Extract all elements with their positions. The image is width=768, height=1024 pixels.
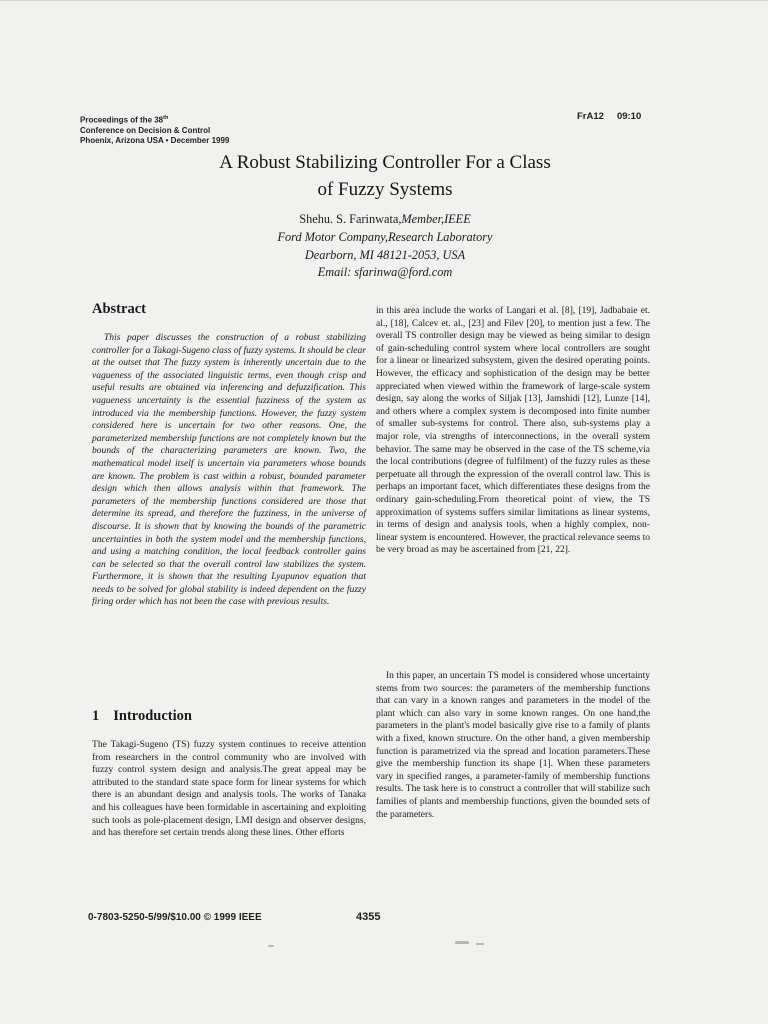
- title-line-2: of Fuzzy Systems: [317, 179, 453, 200]
- session-time: 09:10: [616, 111, 642, 122]
- abstract-body: [92, 332, 366, 609]
- title-line-1: A Robust Stabilizing Controller For a Class: [219, 152, 551, 173]
- abstract-text: This paper discusses the construction of a robust stabilizing controller for a Takagi-Sugeno class of fuzzy systems. It should be clear at the outset that The fuzzy system is inherently uncertain due to the vagueness of the associated linguistic terms, even though crisp and useful results are obtained via inferencing and defuzzification. This vagueness uncertainty is the essential fuzziness of the system as introduced via the membership functions. However, the fuzzy system considered here is uncertain for two other reasons. One, the parameterized membership functions are not completely known but the bounds of the characterizing parameters are known. Two, the mathematical model itself is uncertain via parameters whose bounds are known. The problem is cast within a robust, bounded parameter design which then allows analysis within that framework. The parameters of the membership functions considered are those that determine its spread, and therefore the fuzziness, in the universe of discourse. It is shown that by knowing the bounds of the parametric uncertainties in both the system model and the membership functions, and using a matching condition, the local feedback controller gains can be selected so that the overall control law stabilizes the system. Furthermore, it is shown that the resulting Lyapunov equation that needs to be solved for global stability is indeed dependent on the fuzzy firing order which has not been the case with previous results.: [92, 332, 367, 608]
- session-info: [577, 111, 641, 122]
- scan-speck: [455, 941, 469, 944]
- right-column-paragraph-1: [376, 305, 650, 557]
- introduction-text: The Takagi-Sugeno (TS) fuzzy system continues to receive attention from researchers in the control community who are involved with fuzzy control system design and analysis.The great appeal may be attributed to the standard state space form for linear systems for which there is an abundant design and analysis tools. The works of Tanaka and his colleagues have been formidable in ascertaining and exploiting such tools as pole-placement design, LMI design and observer designs, and has therefore set certain trends along these lines. Other efforts: [92, 739, 366, 839]
- scan-top-edge: [0, 0, 768, 1]
- scan-speck: [476, 943, 484, 945]
- session-code: FrA12: [577, 111, 604, 122]
- proceedings-line-2: Conference on Decision & Control: [80, 125, 211, 135]
- section-title: Introduction: [113, 708, 192, 724]
- abstract-heading: Abstract: [92, 301, 146, 317]
- right-paragraph-2-text: In this paper, an uncertain TS model is considered whose uncertainty stems from two sources: the parameters of the membership functions that can vary in a known ranges and parameters in the model of the plant which can also vary in some known ranges. On one hand,the parameters in the plant's model basically give rise to a family of plants with a fixed, known structure. On the other hand, a given membership function is parametrized via the spread and location parameters.These give the membership function its shape [1]. When these parameters vary in specified ranges, a parameter-family of membership functions results. The task here is to construct a controller that will stabilize such families of plants and membership functions, given the bounded sets of the parameters.: [376, 670, 650, 820]
- right-column-paragraph-2: [376, 670, 650, 821]
- author-name-line: [170, 211, 600, 229]
- paper-title: [120, 149, 650, 203]
- author-block: [170, 211, 600, 282]
- author-name: Shehu. S. Farinwata,: [299, 212, 402, 226]
- copyright-notice: 0-7803-5250-5/99/$10.00 © 1999 IEEE: [88, 912, 262, 923]
- proceedings-line-3: Phoenix, Arizona USA • December 1999: [80, 135, 230, 145]
- right-paragraph-1-text: in this area include the works of Langari et al. [8], [19], Jadbabaie et. al., [18], Calcev et. al., [23] and Filev [20], to mention just a few. The overall TS controller design may be viewed as being similar to design of gain-scheduling control system where local controllers are sought for a linear or linearized subsystem, given the desired operating points. However, the efficacy and sophistication of the design may be better appreciated when viewed within the framework of large-scale system design, say along the works of Siljak [13], Jamshidi [12], Lunze [14], and others where a complex system is decomposed into finite number of smaller sub-systems for control. There also, sub-systems play a major role, via strengths of interconnections, in the overall system behavior. The same may be observed in the case of the TS scheme,via the local contributions (degree of fulfilment) of the fuzzy rules as these perpetuate all through the expression of the overall control law. This is perhaps an important facet, which differentiates these designs from the ordinary gain-scheduling.From theoretical point of view, the TS approximation of systems suffers similar limitations as linear systems, in terms of design and analysis tools, when a highly complex, non-linear system is encountered. However, the practical relevance seems to be very broad as may be ascertained from [21, 22].: [376, 305, 650, 556]
- introduction-body: [92, 739, 366, 840]
- scan-speck: [268, 945, 274, 947]
- page-number: 4355: [356, 911, 381, 923]
- proceedings-line-1: Proceedings of the 38th: [80, 115, 169, 125]
- introduction-heading: [92, 708, 192, 725]
- author-address: Dearborn, MI 48121-2053, USA: [304, 247, 466, 262]
- author-email: Email: sfarinwa@ford.com: [317, 265, 453, 280]
- section-number: 1: [92, 708, 100, 724]
- author-affiliation: Ford Motor Company,Research Laboratory: [277, 229, 493, 244]
- author-membership: Member,IEEE: [401, 212, 471, 226]
- proceedings-info: [80, 113, 229, 146]
